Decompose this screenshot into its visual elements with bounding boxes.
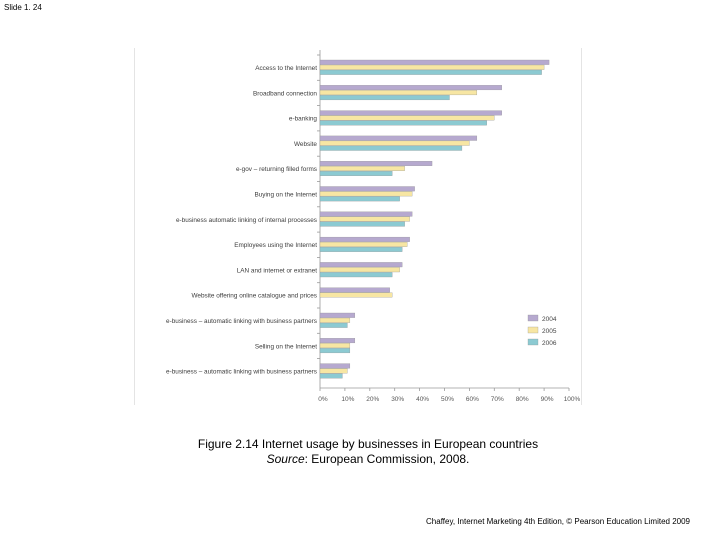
bar-2005: [320, 267, 400, 272]
legend-label-2006: 2006: [542, 340, 557, 347]
legend-label-2005: 2005: [542, 328, 557, 335]
bar-2004: [320, 212, 412, 217]
bar-2004: [320, 313, 355, 318]
bar-2005: [320, 116, 494, 121]
bar-chart-panel: [134, 48, 582, 405]
bar-chart: [135, 48, 581, 405]
legend-swatch-2005: [528, 327, 538, 333]
category-label: e-banking: [288, 115, 317, 123]
bar-2005: [320, 242, 407, 247]
x-tick-label: 30%: [391, 396, 405, 403]
bar-2006: [320, 374, 342, 379]
legend-label-2004: 2004: [542, 316, 557, 323]
bar-2005: [320, 65, 544, 70]
category-label: Selling on the Internet: [254, 343, 317, 351]
bar-2004: [320, 111, 502, 116]
bar-2006: [320, 146, 462, 151]
bar-2006: [320, 247, 402, 252]
bar-2006: [320, 197, 400, 202]
bar-2005: [320, 90, 477, 95]
source-text: : European Commission, 2008.: [304, 452, 470, 466]
bar-2004: [320, 187, 415, 192]
figure-caption: [0, 437, 720, 467]
bar-2005: [320, 166, 405, 171]
bar-2005: [320, 293, 392, 298]
bar-2005: [320, 343, 350, 348]
legend-swatch-2006: [528, 339, 538, 345]
bar-2004: [320, 161, 432, 166]
x-tick-label: 20%: [366, 396, 380, 403]
category-label: LAN and internet or extranet: [236, 267, 317, 275]
category-label: e-gov – returning filled forms: [236, 166, 317, 174]
source-label: Source: [266, 452, 305, 466]
legend-swatch-2004: [528, 315, 538, 321]
category-label: Access to the Internet: [255, 65, 317, 72]
x-tick-label: 70%: [490, 396, 504, 403]
bar-2004: [320, 262, 402, 267]
bar-2006: [320, 323, 347, 328]
category-label: Broadband connection: [253, 90, 317, 98]
bar-2006: [320, 222, 405, 227]
bar-2004: [320, 60, 549, 65]
bar-2004: [320, 288, 390, 293]
category-label: Employees using the Internet: [234, 242, 317, 250]
bar-2006: [320, 171, 392, 176]
x-tick-label: 100%: [563, 396, 581, 403]
x-tick-label: 60%: [465, 396, 479, 403]
x-tick-label: 90%: [540, 396, 554, 403]
x-tick-label: 80%: [515, 396, 529, 403]
category-label: e-business automatic linking of internal processes: [175, 216, 317, 224]
slide-number: Slide 1. 24: [4, 3, 42, 12]
category-label: Buying on the Internet: [254, 191, 317, 199]
category-label: Website: [294, 140, 317, 148]
x-tick-label: 50%: [440, 396, 455, 403]
bar-2005: [320, 192, 412, 197]
category-label: Website offering online catalogue and prices: [191, 292, 317, 300]
bar-2005: [320, 217, 410, 222]
bar-2004: [320, 136, 477, 141]
bar-2005: [320, 141, 469, 146]
x-tick-label: 0%: [318, 396, 328, 403]
bar-2004: [320, 237, 410, 242]
copyright-footer: Chaffey, Internet Marketing 4th Edition, © Pearson Education Limited 2009: [426, 517, 690, 526]
bar-2006: [320, 121, 487, 126]
bar-2004: [320, 364, 350, 369]
bar-2006: [320, 272, 392, 277]
bar-2006: [320, 348, 350, 353]
bar-2005: [320, 318, 350, 323]
figure-source: [0, 452, 720, 467]
bar-2006: [320, 95, 449, 100]
category-label: e-business – automatic linking with business partners: [166, 318, 317, 325]
bar-2006: [320, 70, 542, 75]
bar-2005: [320, 369, 347, 374]
x-tick-label: 10%: [341, 396, 355, 403]
bar-2004: [320, 85, 502, 90]
bar-2004: [320, 338, 355, 343]
figure-title: Figure 2.14 Internet usage by businesses in European countries: [197, 437, 539, 451]
category-label: e-business – automatic linking with business partners: [166, 368, 317, 376]
x-tick-label: 40%: [416, 396, 430, 403]
